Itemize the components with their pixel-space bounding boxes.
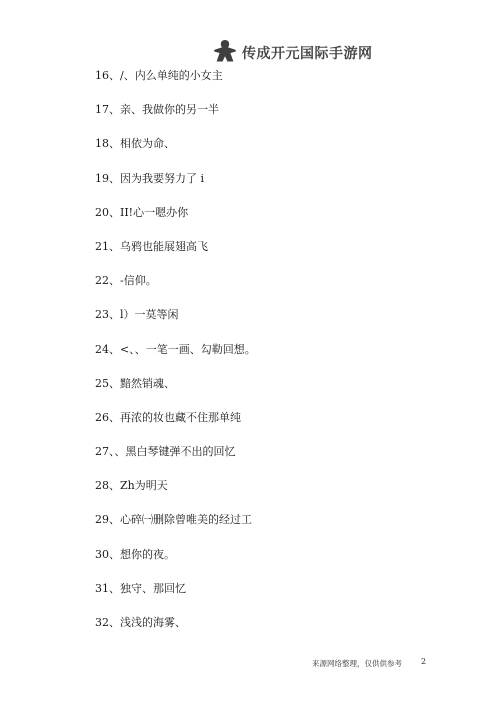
list-item: 31、独守、那回忆 bbox=[95, 581, 186, 595]
list-item: 24、<、、一笔一画、勾勒回想。 bbox=[95, 342, 256, 356]
list-item: 18、相依为命、 bbox=[95, 137, 175, 151]
list-item: 21、乌鸦也能展翅高飞 bbox=[95, 239, 208, 253]
list-item: 16、/、内么单纯的小女主 bbox=[95, 69, 223, 82]
list-item: 26、再浓的妆也藏不住那单纯 bbox=[95, 410, 241, 424]
list-item: 29、心碎㈠删除曾唯美的经过工 bbox=[95, 513, 252, 527]
list-item: 17、亲、我做你的另一半 bbox=[95, 103, 219, 117]
list-item: 23、l）一莫等闲 bbox=[95, 308, 179, 322]
list-item: 25、黯然销魂、 bbox=[95, 376, 175, 390]
meeple-icon bbox=[212, 38, 238, 68]
page-number: 2 bbox=[421, 657, 427, 666]
footer-note: 来源网络整理，仅供供参考 bbox=[312, 659, 402, 668]
watermark-text: 传成开元国际手游网 bbox=[242, 46, 373, 62]
list-item: 22、-信仰。 bbox=[95, 274, 157, 288]
item-list bbox=[95, 66, 256, 647]
list-item: 28、Zh为明天 bbox=[95, 479, 168, 493]
watermark bbox=[212, 38, 373, 68]
list-item: 27、、黑白琴键弹不出的回忆 bbox=[95, 445, 236, 459]
list-item: 19、因为我要努力了 i bbox=[95, 171, 205, 185]
list-item: 32、浅浅的海雾、 bbox=[95, 616, 186, 629]
list-item: 30、想你的夜。 bbox=[95, 547, 175, 561]
list-item: 20、II!心一嗯办你 bbox=[95, 205, 189, 219]
